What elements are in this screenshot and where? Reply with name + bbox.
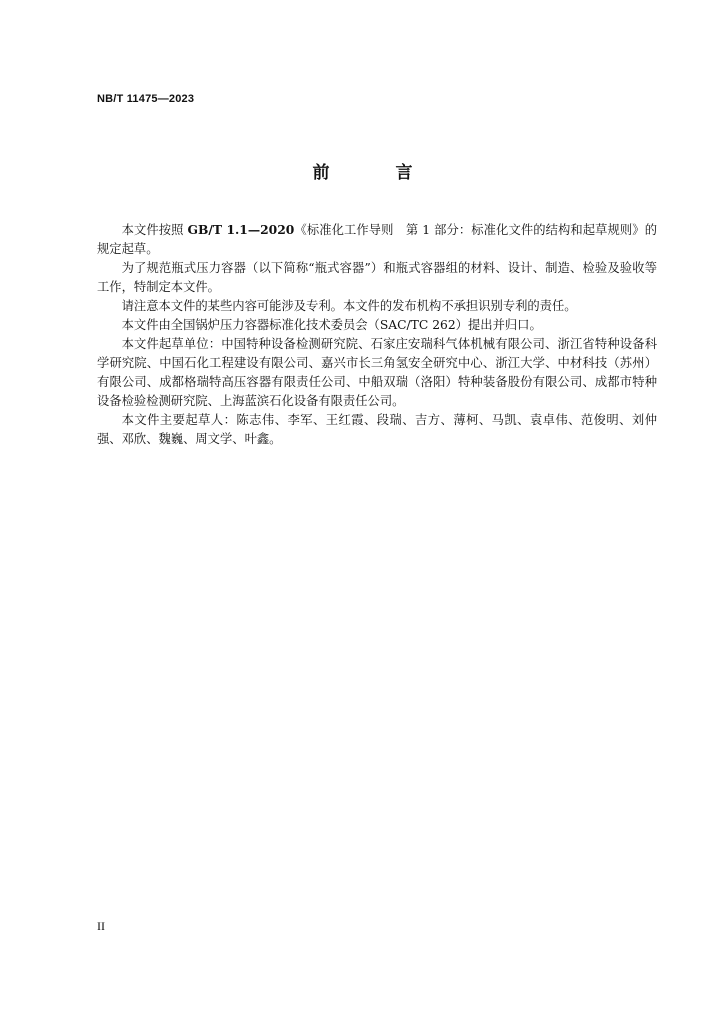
- standard-code: NB/T 11475—2023: [97, 93, 195, 105]
- standard-reference: GB/T 1.1—2020: [187, 222, 295, 237]
- foreword-body: [97, 220, 657, 449]
- paragraph-drafters: 本文件主要起草人：陈志伟、李军、王红霞、段瑞、吉方、薄柯、马凯、袁卓伟、范俊明、刘仲强、邓欣、魏巍、周文学、叶鑫。: [97, 413, 657, 446]
- paragraph-patent-notice: 请注意本文件的某些内容可能涉及专利。本文件的发布机构不承担识别专利的责任。: [121, 299, 577, 313]
- paragraph-purpose: 为了规范瓶式压力容器（以下简称“瓶式容器”）和瓶式容器组的材料、设计、制造、检验及验收等工作，特制定本文件。: [97, 261, 657, 294]
- paragraph-drafting-units: 本文件起草单位：中国特种设备检测研究院、石家庄安瑞科气体机械有限公司、浙江省特种设备科学研究院、中国石化工程建设有限公司、嘉兴市长三角氢安全研究中心、浙江大学、中材科技（苏州）有限公司、成都格瑞特高压容器有限责任公司、中船双瑞（洛阳）特种装备股份有限公司、成都市特种设备检验检测研究院、上海蓝滨石化设备有限责任公司。: [97, 337, 657, 408]
- page-title: 前 言: [312, 163, 443, 183]
- drafting-rules-prefix: 本文件按照: [121, 223, 188, 237]
- paragraph-drafting-rules: [97, 220, 657, 259]
- paragraph-proposer: 本文件由全国锅炉压力容器标准化技术委员会（SAC/TC 262）提出并归口。: [121, 318, 542, 332]
- page-number: II: [97, 919, 105, 933]
- drafting-rules-suffix: 《标准化工作导则 第 1 部分：标准化文件的结构和起草规则》的规定起草。: [97, 223, 657, 256]
